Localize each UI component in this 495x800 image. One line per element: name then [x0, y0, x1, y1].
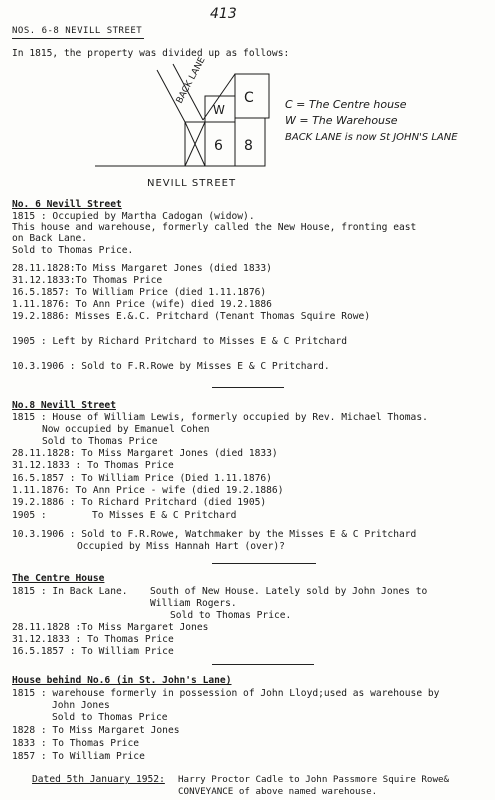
section-divider: [212, 664, 314, 665]
sketch-back-lane-label: BACK LANE: [174, 55, 208, 106]
sketch-lot-8: 8: [244, 138, 253, 154]
no6-line: Sold to Thomas Price.: [12, 245, 134, 256]
no6-line: 19.2.1886: Misses E.&.C. Pritchard (Tenant Thomas Squire Rowe): [12, 311, 371, 322]
sketch-lot-c: C: [244, 90, 254, 106]
behind-line: Sold to Thomas Price: [52, 712, 168, 723]
title-underline: [12, 38, 144, 39]
behind-line: 1833 : To Thomas Price: [12, 738, 140, 749]
centre-line: South of New House. Lately sold by John Jones to: [150, 586, 428, 597]
sketch-lot-6: 6: [214, 138, 223, 154]
centre-line: William Rogers.: [150, 598, 237, 609]
property-sketch-plan: [95, 50, 465, 190]
centre-line: 28.11.1828 :To Miss Margaret Jones: [12, 622, 209, 633]
no6-line: 1.11.1876: To Ann Price (wife) died 19.2.1886: [12, 299, 272, 310]
dated-line: Harry Proctor Cadle to John Passmore Squire Rowe&: [178, 774, 450, 785]
sketch-lot-w: W: [213, 103, 225, 117]
behind-line: John Jones: [52, 700, 110, 711]
no8-line: 10.3.1906 : Sold to F.R.Rowe, Watchmaker by the Misses E & C Pritchard: [12, 529, 417, 540]
sketch-legend-centre: C = The Centre house: [285, 98, 407, 111]
no6-line: This house and warehouse, formerly called the New House, fronting east: [12, 222, 417, 233]
no8-line: 1815 : House of William Lewis, formerly occupied by Rev. Michael Thomas.: [12, 412, 428, 423]
no8-line: 1905 :: [12, 510, 47, 521]
no6-line: 10.3.1906 : Sold to F.R.Rowe by Misses E & C Pritchard.: [12, 361, 330, 372]
centre-line: 31.12.1833 : To Thomas Price: [12, 634, 174, 645]
centre-line: 1815 : In Back Lane.: [12, 586, 128, 597]
behind-line: 1815 : warehouse formerly in possession of John Lloyd;used as warehouse by: [12, 688, 440, 699]
sketch-legend-back-lane: BACK LANE is now St JOHN'S LANE: [285, 132, 458, 143]
dated-line: CONVEYANCE of above named warehouse.: [178, 786, 378, 797]
dated-heading: Dated 5th January 1952:: [32, 774, 165, 785]
no6-heading: No. 6 Nevill Street: [12, 199, 122, 210]
no8-line: Now occupied by Emanuel Cohen: [42, 424, 210, 435]
page-number: 413: [210, 6, 237, 22]
no8-heading: No.8 Nevill Street: [12, 400, 116, 411]
no6-line: 28.11.1828:To Miss Margaret Jones (died 1833): [12, 263, 272, 274]
page-title: NOS. 6-8 NEVILL STREET: [12, 26, 143, 36]
no6-line: 16.5.1857: To William Price (died 1.11.1876): [12, 287, 267, 298]
section-divider: [212, 563, 316, 564]
no8-line: To Misses E & C Pritchard: [92, 510, 237, 521]
no6-line: 1905 : Left by Richard Pritchard to Misses E & C Pritchard: [12, 336, 348, 347]
no8-line: 31.12.1833 : To Thomas Price: [12, 460, 174, 471]
no8-line: 1.11.1876: To Ann Price - wife (died 19.2.1886): [12, 485, 284, 496]
no8-line: 19.2.1886 : To Richard Pritchard (died 1905): [12, 497, 267, 508]
no8-line: Occupied by Miss Hannah Hart (over)?: [77, 541, 285, 552]
no8-line: 16.5.1857 : To William Price (Died 1.11.1876): [12, 473, 272, 484]
no8-line: 28.11.1828: To Miss Margaret Jones (died 1833): [12, 448, 278, 459]
centre-heading: The Centre House: [12, 573, 105, 584]
no8-line: Sold to Thomas Price: [42, 436, 158, 447]
no6-line: 31.12.1833:To Thomas Price: [12, 275, 163, 286]
behind-heading: House behind No.6 (in St. John's Lane): [12, 675, 232, 686]
sketch-legend-warehouse: W = The Warehouse: [285, 114, 398, 127]
no6-line: on Back Lane.: [12, 233, 88, 244]
centre-line: Sold to Thomas Price.: [170, 610, 292, 621]
intro-text: In 1815, the property was divided up as follows:: [12, 48, 290, 59]
sketch-nevill-street-label: NEVILL STREET: [147, 178, 237, 189]
centre-line: 16.5.1857 : To William Price: [12, 646, 174, 657]
behind-line: 1857 : To William Price: [12, 751, 145, 762]
no6-line: 1815 : Occupied by Martha Cadogan (widow).: [12, 211, 255, 222]
section-divider: [212, 387, 284, 388]
behind-line: 1828 : To Miss Margaret Jones: [12, 725, 180, 736]
